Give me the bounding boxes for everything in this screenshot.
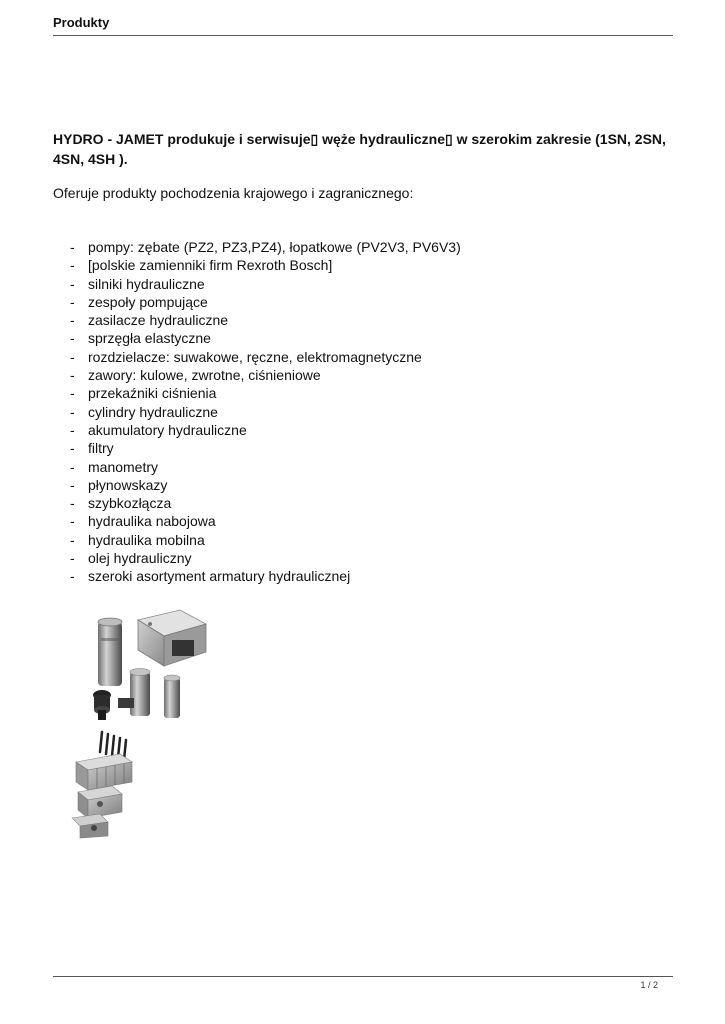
list-item xyxy=(70,275,461,293)
list-item xyxy=(70,439,461,457)
list-bullet: - xyxy=(70,348,75,365)
list-item xyxy=(70,421,461,439)
list-bullet: - xyxy=(70,495,75,512)
list-item-text: zespoły pompujące xyxy=(88,293,208,310)
list-item-text: pompy: zębate (PZ2, PZ3,PZ4), łopatkowe (PV2V3, PV6V3) xyxy=(88,239,461,255)
list-item xyxy=(70,403,461,421)
list-item-text: przekaźniki ciśnienia xyxy=(88,385,217,402)
list-item-text: olej hydrauliczny xyxy=(88,550,192,567)
header-divider xyxy=(53,35,673,36)
list-bullet: - xyxy=(70,440,75,457)
list-item xyxy=(70,384,461,402)
page-title: Produkty xyxy=(53,15,110,30)
list-item-text: szeroki asortyment armatury hydraulicznej xyxy=(88,568,351,585)
list-item xyxy=(70,549,461,567)
intro-paragraph: HYDRO - JAMET produkuje i serwisuje▯ węże hydrauliczne▯ w szerokim zakresie (1SN, 2SN, 4SN, 4SH ). xyxy=(53,131,666,167)
list-item-text: zasilacze hydrauliczne xyxy=(88,312,229,329)
list-item xyxy=(70,512,461,530)
list-bullet: - xyxy=(70,239,75,255)
list-item-text: szybkozłącza xyxy=(88,495,172,512)
list-item-text: sprzęgła elastyczne xyxy=(88,330,211,347)
list-item-text: cylindry hydrauliczne xyxy=(88,403,218,420)
list-bullet: - xyxy=(70,403,75,420)
list-item xyxy=(70,366,461,384)
list-bullet: - xyxy=(70,550,75,567)
list-item-text: hydraulika nabojowa xyxy=(88,513,216,530)
list-bullet: - xyxy=(70,476,75,493)
list-item xyxy=(70,293,461,311)
control-valve-manifold-image xyxy=(66,728,138,840)
list-item xyxy=(70,494,461,512)
list-bullet: - xyxy=(70,458,75,475)
list-bullet: - xyxy=(70,531,75,548)
list-bullet: - xyxy=(70,421,75,438)
list-item xyxy=(70,238,461,256)
list-item-text: silniki hydrauliczne xyxy=(88,275,205,292)
list-bullet: - xyxy=(70,257,75,274)
list-bullet: - xyxy=(70,385,75,402)
hydraulic-valves-image xyxy=(88,600,218,730)
list-item-text: akumulatory hydrauliczne xyxy=(88,421,247,438)
list-bullet: - xyxy=(70,293,75,310)
list-item xyxy=(70,329,461,347)
footer-divider xyxy=(53,976,673,977)
list-item xyxy=(70,348,461,366)
list-bullet: - xyxy=(70,513,75,530)
list-item-text: manometry xyxy=(88,458,159,475)
list-item-text: zawory: kulowe, zwrotne, ciśnieniowe xyxy=(88,367,321,384)
list-item xyxy=(70,531,461,549)
list-bullet: - xyxy=(70,312,75,329)
list-item xyxy=(70,311,461,329)
products-subtitle: Oferuje produkty pochodzenia krajowego i zagranicznego: xyxy=(53,185,414,201)
list-item xyxy=(70,476,461,494)
list-item xyxy=(70,567,461,585)
page-number: 1 / 2 xyxy=(640,980,658,990)
list-item-text: [polskie zamienniki firm Rexroth Bosch] xyxy=(88,257,333,274)
list-item xyxy=(70,256,461,274)
list-item-text: płynowskazy xyxy=(88,476,168,493)
list-item-text: rozdzielacze: suwakowe, ręczne, elektromagnetyczne xyxy=(88,348,422,365)
list-item-text: hydraulika mobilna xyxy=(88,531,205,548)
list-bullet: - xyxy=(70,275,75,292)
product-list xyxy=(70,238,461,586)
list-item xyxy=(70,458,461,476)
list-bullet: - xyxy=(70,568,75,585)
list-item-text: filtry xyxy=(88,440,114,457)
list-bullet: - xyxy=(70,367,75,384)
list-bullet: - xyxy=(70,330,75,347)
